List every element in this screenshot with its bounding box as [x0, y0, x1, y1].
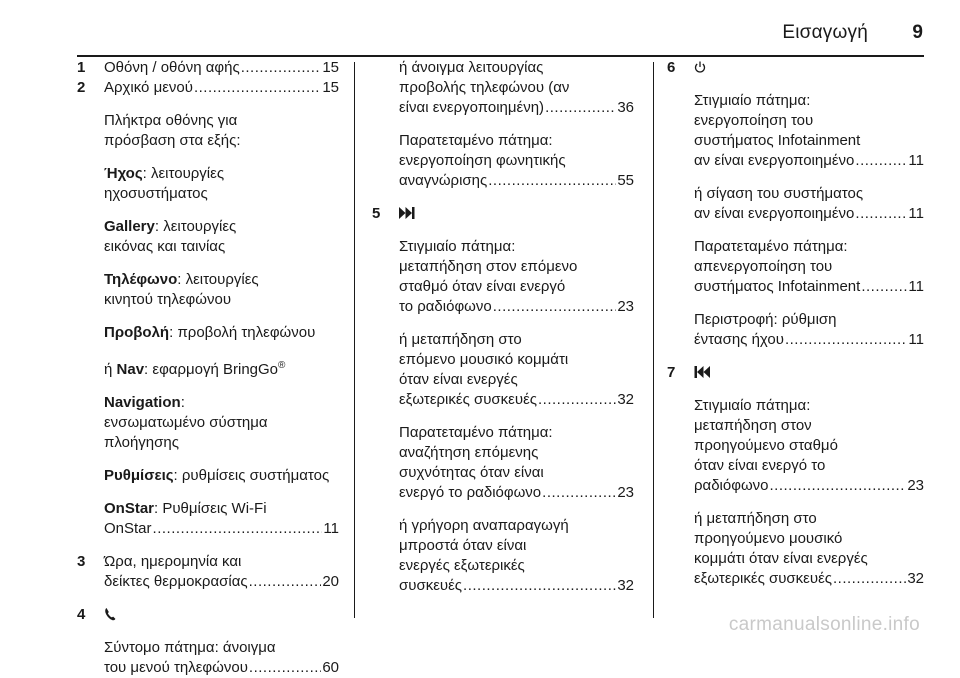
term-desc: :: [180, 394, 185, 411]
leader-dots: [152, 519, 323, 539]
toc-line[interactable]: [694, 476, 924, 496]
leader-dots: [537, 390, 616, 410]
text-line: Σύντομο πάτημα: άνοιγμα: [104, 639, 276, 656]
page-ref[interactable]: 32: [907, 570, 924, 587]
term: Ήχος: [104, 165, 143, 182]
paragraph: [104, 466, 339, 486]
page-number: 9: [912, 22, 923, 43]
toc-line[interactable]: [694, 151, 924, 171]
text-line: Πλήκτρα οθόνης για: [104, 112, 238, 129]
item-text: αναγνώρισης: [399, 172, 488, 189]
leader-dots: [240, 58, 322, 78]
page-ref[interactable]: 20: [322, 573, 339, 590]
page-ref[interactable]: 23: [617, 484, 634, 501]
page-ref[interactable]: 55: [617, 172, 634, 189]
text-line: ή μεταπήδηση στο: [694, 510, 817, 527]
column-1: [77, 58, 339, 678]
paragraph: [694, 184, 924, 224]
text-line: μπροστά όταν είναι: [399, 537, 527, 554]
text-line: Ώρα, ημερομηνία και: [104, 553, 242, 570]
item-text: Αρχικό μενού: [104, 79, 193, 96]
text-line: ή μεταπήδηση στο: [399, 331, 522, 348]
page-ref[interactable]: 36: [617, 99, 634, 116]
toc-line[interactable]: [694, 330, 924, 350]
text-line: ενσωματωμένο σύστημα: [104, 414, 268, 431]
leader-dots: [854, 204, 907, 224]
toc-line[interactable]: [399, 171, 634, 191]
leader-dots: [784, 330, 907, 350]
text-line: ενεργοποίηση του: [694, 112, 814, 129]
text: ή: [104, 361, 117, 378]
paragraph: [104, 164, 339, 204]
text-line: ενεργές εξωτερικές: [399, 557, 525, 574]
toc-line[interactable]: [104, 572, 339, 592]
toc-line[interactable]: [399, 390, 634, 410]
column-2: [372, 58, 634, 596]
text-line: σταθμό όταν είναι ενεργό: [399, 278, 566, 295]
term-desc: : λειτουργίες: [177, 271, 259, 288]
page-ref[interactable]: 11: [908, 152, 924, 169]
text-line: προηγούμενο μουσικό: [694, 530, 843, 547]
text-line: [104, 323, 339, 343]
page-ref[interactable]: 11: [908, 205, 924, 222]
text-line: [104, 499, 339, 519]
toc-line[interactable]: [694, 277, 924, 297]
text-line: Στιγμιαίο πάτημα:: [399, 238, 516, 255]
term: OnStar: [104, 500, 155, 517]
page-ref[interactable]: 11: [908, 331, 924, 348]
item-number: 1: [77, 59, 86, 76]
leader-dots: [832, 569, 906, 589]
paragraph: [694, 237, 924, 297]
toc-line[interactable]: [104, 78, 339, 98]
item-number: 6: [667, 59, 676, 76]
item-text: ραδιόφωνο: [694, 477, 769, 494]
leader-dots: [544, 98, 616, 118]
item-text: είναι ενεργοποιημένη): [399, 99, 545, 116]
leader-dots: [769, 476, 907, 496]
paragraph: [104, 217, 339, 257]
next-track-icon: [399, 204, 634, 224]
text-line: Περιστροφή: ρύθμιση: [694, 311, 837, 328]
leader-dots: [193, 78, 321, 98]
item-number: 2: [77, 79, 86, 96]
watermark: carmanualsonline.info: [728, 614, 920, 635]
paragraph: [399, 237, 634, 317]
page-ref[interactable]: 60: [322, 659, 339, 676]
item-text: ενεργό το ραδιόφωνο: [399, 484, 542, 501]
paragraph: [694, 310, 924, 350]
paragraph: [694, 509, 924, 589]
item-text: αν είναι ενεργοποιημένο: [694, 205, 855, 222]
paragraph: [399, 516, 634, 596]
paragraph: [104, 393, 339, 453]
registered-mark: ®: [278, 360, 286, 371]
leader-dots: [492, 297, 617, 317]
term-desc: : λειτουργίες: [154, 218, 237, 235]
leader-dots: [860, 277, 907, 297]
page-ref[interactable]: 23: [907, 477, 924, 494]
item-text: συσκευές: [399, 577, 463, 594]
text-line: [104, 164, 339, 184]
text-line: μεταπήδηση στον: [694, 417, 812, 434]
paragraph: [104, 638, 339, 678]
power-icon: [694, 58, 924, 78]
text-line: προβολής τηλεφώνου (αν: [399, 79, 570, 96]
list-item: [667, 58, 924, 350]
list-item: [77, 78, 339, 539]
leader-dots: [541, 483, 616, 503]
text-line: κινητού τηλεφώνου: [104, 291, 232, 308]
text-line: προηγούμενο σταθμό: [694, 437, 838, 454]
text-line: Στιγμιαίο πάτημα:: [694, 92, 811, 109]
text-line: εικόνας και ταινίας: [104, 238, 226, 255]
page-ref[interactable]: 15: [322, 79, 339, 96]
toc-line[interactable]: [104, 658, 339, 678]
text-line: μεταπήδηση στον επόμενο: [399, 258, 578, 275]
text-line: ενεργοποίηση φωνητικής: [399, 152, 566, 169]
text-line: συχνότητας όταν είναι: [399, 464, 544, 481]
item-number: 4: [77, 606, 86, 623]
item-text: το ραδιόφωνο: [399, 298, 492, 315]
list-item: [77, 58, 339, 78]
text-line: [104, 217, 339, 237]
term: Nav: [116, 361, 145, 378]
page-ref[interactable]: 11: [323, 520, 339, 537]
item-text: συστήματος Infotainment: [694, 278, 861, 295]
paragraph: [104, 111, 339, 151]
list-item: [372, 204, 634, 596]
toc-line[interactable]: [104, 58, 339, 78]
header-rule: [77, 55, 924, 57]
paragraph: [104, 270, 339, 310]
previous-track-icon: [694, 363, 924, 383]
term: Gallery: [104, 218, 155, 235]
item-number: 3: [77, 553, 86, 570]
text-line: Παρατεταμένο πάτημα:: [399, 424, 553, 441]
term: Navigation: [104, 394, 181, 411]
text-line: ή σίγαση του συστήματος: [694, 185, 864, 202]
item-text: του μενού τηλεφώνου: [104, 659, 248, 676]
text-line: όταν είναι ενεργό το: [694, 457, 826, 474]
column-divider: [354, 62, 355, 618]
item-text: αν είναι ενεργοποιημένο: [694, 152, 855, 169]
text-line: κομμάτι όταν είναι ενεργές: [694, 550, 868, 567]
paragraph: [694, 91, 924, 171]
text-line: Παρατεταμένο πάτημα:: [694, 238, 848, 255]
item-text: δείκτες θερμοκρασίας: [104, 573, 248, 590]
page-ref[interactable]: 11: [908, 278, 924, 295]
term: Προβολή: [104, 324, 170, 341]
item-text: εξωτερικές συσκευές: [399, 391, 537, 408]
item-text: Οθόνη / οθόνη αφής: [104, 59, 240, 76]
term-desc: : Ρυθμίσεις Wi-Fi: [154, 500, 267, 517]
list-item: [372, 58, 634, 191]
term-desc: : λειτουργίες: [142, 165, 225, 182]
text-line: [104, 356, 339, 380]
leader-dots: [462, 576, 616, 596]
column-3: [667, 58, 924, 589]
page-ref[interactable]: 15: [322, 59, 339, 76]
text-line: συστήματος Infotainment: [694, 132, 861, 149]
text-line: απενεργοποίηση του: [694, 258, 833, 275]
paragraph: [399, 423, 634, 503]
page-title: Εισαγωγή: [782, 22, 868, 43]
list-item: [77, 552, 339, 592]
toc-line[interactable]: [694, 569, 924, 589]
item-number: 7: [667, 364, 676, 381]
toc-line[interactable]: [694, 204, 924, 224]
text-line: ή γρήγορη αναπαραγωγή: [399, 517, 569, 534]
text-line: πρόσβαση στα εξής:: [104, 132, 241, 149]
phone-icon: [104, 605, 339, 625]
toc-line[interactable]: [399, 98, 634, 118]
list-item: [667, 363, 924, 589]
paragraph: [104, 323, 339, 343]
text-line: [104, 270, 339, 290]
item-text: OnStar: [104, 520, 152, 537]
leader-dots: [248, 658, 321, 678]
term-desc: : εφαρμογή BringGo: [144, 361, 279, 378]
text-line: όταν είναι ενεργές: [399, 371, 518, 388]
leader-dots: [487, 171, 616, 191]
text-line: Στιγμιαίο πάτημα:: [694, 397, 811, 414]
term-desc: : προβολή τηλεφώνου: [169, 324, 316, 341]
text-line: ηχοσυστήματος: [104, 185, 208, 202]
text-line: ή άνοιγμα λειτουργίας: [399, 59, 544, 76]
page-ref[interactable]: 23: [617, 298, 634, 315]
item-text: έντασης ήχου: [694, 331, 784, 348]
page-ref[interactable]: 32: [617, 577, 634, 594]
term: Τηλέφωνο: [104, 271, 178, 288]
leader-dots: [854, 151, 907, 171]
paragraph: [694, 396, 924, 496]
leader-dots: [248, 572, 322, 592]
item-number: 5: [372, 205, 381, 222]
text-line: αναζήτηση επόμενης: [399, 444, 539, 461]
paragraph: [104, 499, 339, 539]
toc-line[interactable]: [104, 519, 339, 539]
page-ref[interactable]: 32: [617, 391, 634, 408]
term-desc: : ρυθμίσεις συστήματος: [173, 467, 330, 484]
text-line: πλοήγησης: [104, 434, 179, 451]
paragraph: [399, 330, 634, 410]
toc-line[interactable]: [399, 297, 634, 317]
text-line: [104, 466, 339, 486]
toc-line[interactable]: [399, 576, 634, 596]
term: Ρυθμίσεις: [104, 467, 174, 484]
item-text: εξωτερικές συσκευές: [694, 570, 832, 587]
toc-line[interactable]: [399, 483, 634, 503]
column-divider: [653, 62, 654, 618]
paragraph: [399, 131, 634, 191]
text-line: [104, 393, 339, 413]
text-line: επόμενο μουσικό κομμάτι: [399, 351, 569, 368]
paragraph: [104, 356, 339, 380]
text-line: Παρατεταμένο πάτημα:: [399, 132, 553, 149]
